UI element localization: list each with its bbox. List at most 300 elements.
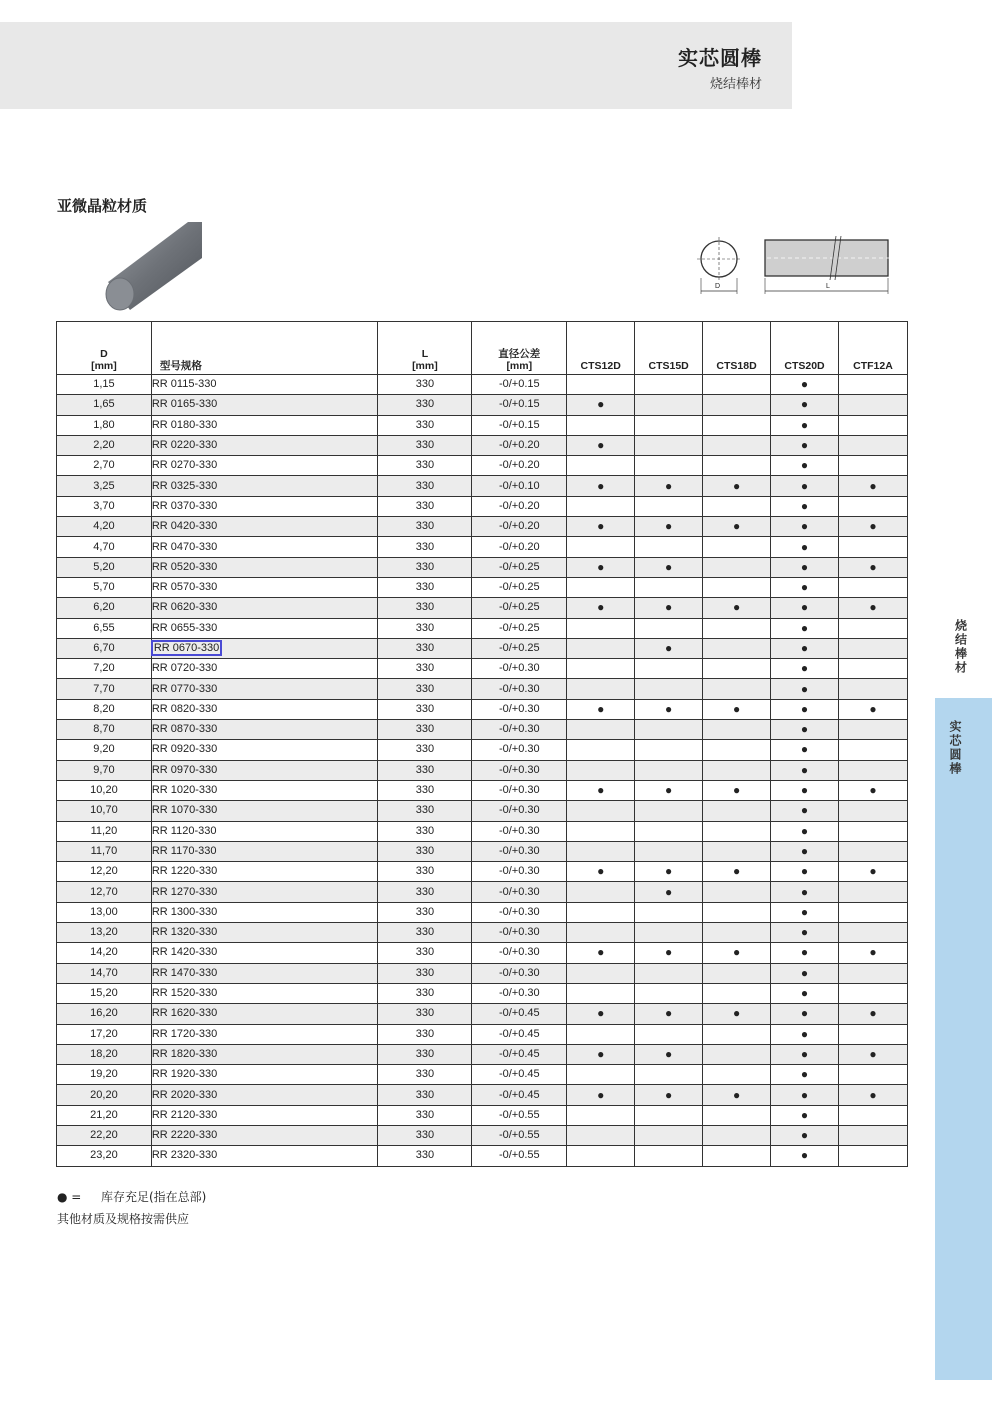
cell-stock-cts18d: [703, 577, 771, 597]
cell-diameter: 14,20: [57, 943, 152, 963]
cell-length: 330: [378, 517, 472, 537]
cell-length: 330: [378, 679, 472, 699]
cell-stock-cts18d: [703, 1085, 771, 1105]
rod-illustration: [100, 220, 210, 315]
cell-model: RR 0655-330: [151, 618, 378, 638]
cell-stock-ctf12a: [838, 862, 907, 882]
cell-tolerance: -0/+0.30: [472, 943, 567, 963]
cell-stock-cts12d: [567, 659, 635, 679]
cell-tolerance: -0/+0.30: [472, 902, 567, 922]
header-grade-ctf12a: CTF12A: [838, 322, 907, 375]
cell-stock-cts18d: [703, 882, 771, 902]
cell-stock-cts20d: [771, 1065, 839, 1085]
stock-dot: ●: [597, 864, 605, 879]
cell-diameter: 1,80: [57, 415, 152, 435]
cell-stock-cts20d: [771, 679, 839, 699]
cell-stock-cts20d: [771, 1105, 839, 1125]
cell-model: RR 1070-330: [151, 801, 378, 821]
cell-model: RR 1020-330: [151, 780, 378, 800]
cell-length: 330: [378, 415, 472, 435]
stock-dot: ●: [869, 783, 877, 798]
cell-tolerance: -0/+0.30: [472, 679, 567, 699]
stock-dot: ●: [800, 1087, 809, 1102]
cell-stock-cts18d: [703, 618, 771, 638]
legend: [57, 1188, 206, 1205]
cell-stock-cts15d: [635, 456, 703, 476]
cell-stock-cts20d: [771, 395, 839, 415]
cell-stock-ctf12a: [838, 638, 907, 658]
stock-dot: ●: [800, 1067, 809, 1082]
cell-stock-cts15d: [635, 598, 703, 618]
stock-dot: ●: [800, 397, 809, 412]
cell-model: RR 2120-330: [151, 1105, 378, 1125]
cell-model: RR 0520-330: [151, 557, 378, 577]
cell-model: RR 0420-330: [151, 517, 378, 537]
cell-model: RR 0570-330: [151, 577, 378, 597]
dimension-d-label: D: [715, 283, 721, 290]
cell-length: 330: [378, 1125, 472, 1145]
cell-model: RR 0220-330: [151, 435, 378, 455]
stock-dot: ●: [800, 458, 809, 473]
cell-tolerance: -0/+0.30: [472, 760, 567, 780]
stock-dot: ●: [800, 641, 809, 655]
cell-tolerance: -0/+0.30: [472, 882, 567, 902]
stock-dot: ●: [800, 438, 809, 453]
cell-length: 330: [378, 740, 472, 760]
cell-length: 330: [378, 375, 472, 395]
stock-dot: ●: [597, 600, 605, 615]
cell-stock-cts15d: [635, 638, 703, 658]
cell-diameter: 5,20: [57, 557, 152, 577]
stock-dot: ●: [732, 701, 741, 716]
footnote: 其他材质及规格按需供应: [57, 1212, 190, 1226]
stock-dot: ●: [597, 783, 605, 798]
stock-dot: ●: [800, 559, 809, 574]
cell-diameter: 18,20: [57, 1044, 152, 1064]
cell-model: RR 1520-330: [151, 983, 378, 1003]
cell-stock-cts18d: [703, 415, 771, 435]
cell-stock-cts12d: [567, 882, 635, 902]
side-label-sintered-rods[interactable]: 烧结棒材: [953, 619, 968, 675]
cell-stock-ctf12a: [838, 1146, 907, 1166]
cell-stock-cts20d: [771, 740, 839, 760]
cell-model: RR 0165-330: [151, 395, 378, 415]
cell-stock-ctf12a: [838, 740, 907, 760]
cell-stock-cts15d: [635, 902, 703, 922]
cell-stock-cts18d: [703, 1146, 771, 1166]
table-row: [57, 517, 908, 537]
cell-stock-cts12d: [567, 1125, 635, 1145]
table-row: [57, 1004, 908, 1024]
page-subtitle: 烧结棒材: [709, 77, 762, 92]
cell-stock-ctf12a: [838, 1085, 907, 1105]
cell-model: RR 1920-330: [151, 1065, 378, 1085]
cell-diameter: 20,20: [57, 1085, 152, 1105]
cell-tolerance: -0/+0.20: [472, 537, 567, 557]
cell-diameter: 4,20: [57, 517, 152, 537]
cell-diameter: 22,20: [57, 1125, 152, 1145]
cell-stock-cts18d: [703, 638, 771, 658]
cell-stock-cts18d: [703, 983, 771, 1003]
cell-length: 330: [378, 821, 472, 841]
dimension-l-label: L: [826, 283, 830, 290]
table-row: [57, 456, 908, 476]
table-row: [57, 476, 908, 496]
cell-stock-cts15d: [635, 740, 703, 760]
cell-length: 330: [378, 760, 472, 780]
table-row: [57, 902, 908, 922]
cell-stock-cts18d: [703, 435, 771, 455]
cell-length: 330: [378, 1044, 472, 1064]
cell-stock-cts20d: [771, 882, 839, 902]
cell-stock-cts18d: [703, 537, 771, 557]
cell-stock-cts18d: [703, 679, 771, 699]
cell-diameter: 2,70: [57, 456, 152, 476]
cell-stock-cts20d: [771, 618, 839, 638]
cell-stock-cts15d: [635, 780, 703, 800]
stock-dot: ●: [800, 701, 809, 716]
cell-tolerance: -0/+0.20: [472, 517, 567, 537]
header-d: D [mm]: [57, 322, 152, 375]
stock-dot: ●: [800, 823, 809, 838]
table-row: [57, 395, 908, 415]
stock-dot: ●: [732, 1087, 741, 1102]
cell-stock-cts20d: [771, 557, 839, 577]
table-row: [57, 598, 908, 618]
stock-dot: ●: [665, 864, 673, 879]
cell-stock-cts20d: [771, 476, 839, 496]
cell-stock-cts15d: [635, 923, 703, 943]
stock-dot: ●: [665, 945, 673, 960]
cell-diameter: 9,70: [57, 760, 152, 780]
cell-diameter: 15,20: [57, 983, 152, 1003]
cell-stock-cts12d: [567, 638, 635, 658]
cell-length: 330: [378, 963, 472, 983]
cell-length: 330: [378, 902, 472, 922]
cell-model: RR 0115-330: [151, 375, 378, 395]
cell-model: RR 2320-330: [151, 1146, 378, 1166]
cell-stock-cts12d: [567, 1105, 635, 1125]
table-row: [57, 821, 908, 841]
stock-dot: ●: [800, 661, 809, 676]
header-grade-cts15d: CTS15D: [635, 322, 703, 375]
cell-model: RR 0720-330: [151, 659, 378, 679]
cell-model: RR 0325-330: [151, 476, 378, 496]
cell-tolerance: -0/+0.25: [472, 557, 567, 577]
cell-stock-ctf12a: [838, 841, 907, 861]
stock-dot: ●: [869, 478, 877, 493]
cell-stock-ctf12a: [838, 1105, 907, 1125]
cell-model: RR 1300-330: [151, 902, 378, 922]
stock-dot: ●: [732, 864, 741, 879]
cell-tolerance: -0/+0.30: [472, 841, 567, 861]
cell-stock-cts12d: [567, 1024, 635, 1044]
stock-dot: ●: [665, 1087, 673, 1102]
cell-model: RR 0920-330: [151, 740, 378, 760]
table-row: [57, 1024, 908, 1044]
selected-model-highlight[interactable]: RR 0670-330: [153, 642, 220, 654]
cell-length: 330: [378, 659, 472, 679]
cell-stock-cts12d: [567, 1044, 635, 1064]
stock-dot: ●: [732, 945, 741, 960]
cell-tolerance: -0/+0.45: [472, 1044, 567, 1064]
stock-dot: ●: [800, 722, 809, 737]
cell-model: RR 1820-330: [151, 1044, 378, 1064]
header-grade-cts20d: CTS20D: [771, 322, 839, 375]
cell-stock-cts18d: [703, 841, 771, 861]
cell-length: 330: [378, 496, 472, 516]
cell-tolerance: -0/+0.30: [472, 659, 567, 679]
stock-dot: ●: [800, 1107, 809, 1122]
cell-tolerance: -0/+0.25: [472, 618, 567, 638]
cell-model: RR 1720-330: [151, 1024, 378, 1044]
cell-stock-ctf12a: [838, 1044, 907, 1064]
stock-dot: ●: [800, 417, 809, 432]
header-tolerance: 直径公差 [mm]: [472, 322, 567, 375]
cell-tolerance: -0/+0.55: [472, 1125, 567, 1145]
cell-tolerance: -0/+0.15: [472, 375, 567, 395]
cell-stock-cts12d: [567, 456, 635, 476]
cell-model: RR 0180-330: [151, 415, 378, 435]
stock-dot: ●: [800, 580, 809, 595]
table-row: [57, 537, 908, 557]
cell-length: 330: [378, 801, 472, 821]
cell-stock-cts15d: [635, 375, 703, 395]
table-row: [57, 760, 908, 780]
cell-diameter: 4,70: [57, 537, 152, 557]
cell-stock-ctf12a: [838, 456, 907, 476]
legend-text: 库存充足(指在总部): [101, 1190, 207, 1204]
stock-dot: ●: [597, 945, 605, 960]
cell-length: 330: [378, 476, 472, 496]
stock-dot: ●: [800, 600, 809, 615]
cell-diameter: 10,20: [57, 780, 152, 800]
stock-dot: ●: [800, 620, 809, 635]
cell-stock-cts15d: [635, 983, 703, 1003]
cell-model: RR 1220-330: [151, 862, 378, 882]
cell-tolerance: -0/+0.10: [472, 476, 567, 496]
stock-dot: ●: [800, 965, 809, 980]
table-row: [57, 557, 908, 577]
cell-length: 330: [378, 923, 472, 943]
cell-model: RR 1470-330: [151, 963, 378, 983]
cell-stock-cts12d: [567, 1065, 635, 1085]
table-row: [57, 435, 908, 455]
cell-stock-ctf12a: [838, 415, 907, 435]
cell-stock-ctf12a: [838, 598, 907, 618]
cell-stock-cts18d: [703, 1044, 771, 1064]
cell-length: 330: [378, 638, 472, 658]
cell-stock-cts15d: [635, 659, 703, 679]
cell-diameter: 9,20: [57, 740, 152, 760]
stock-dot: ●: [732, 478, 741, 493]
cell-stock-cts15d: [635, 801, 703, 821]
cell-stock-cts18d: [703, 760, 771, 780]
cell-stock-ctf12a: [838, 435, 907, 455]
cell-stock-cts20d: [771, 456, 839, 476]
cell-diameter: 7,70: [57, 679, 152, 699]
cell-tolerance: -0/+0.45: [472, 1085, 567, 1105]
cell-length: 330: [378, 1146, 472, 1166]
cell-stock-cts20d: [771, 821, 839, 841]
cell-stock-cts18d: [703, 557, 771, 577]
cell-diameter: 8,70: [57, 720, 152, 740]
cell-stock-cts15d: [635, 1125, 703, 1145]
cell-stock-cts18d: [703, 517, 771, 537]
cell-tolerance: -0/+0.15: [472, 415, 567, 435]
header-model: 型号规格: [151, 322, 378, 375]
cell-stock-cts12d: [567, 415, 635, 435]
cell-stock-cts12d: [567, 923, 635, 943]
cell-stock-ctf12a: [838, 679, 907, 699]
stock-dot: ●: [800, 1128, 809, 1143]
cell-length: 330: [378, 1004, 472, 1024]
table-row: [57, 740, 908, 760]
stock-dot: ●: [597, 1087, 605, 1102]
cell-stock-cts12d: [567, 537, 635, 557]
cell-length: 330: [378, 618, 472, 638]
section-title: 亚微晶粒材质: [57, 197, 148, 215]
cell-length: 330: [378, 882, 472, 902]
cell-stock-cts15d: [635, 1065, 703, 1085]
stock-dot: ●: [597, 397, 605, 412]
cell-model: RR 0770-330: [151, 679, 378, 699]
cell-stock-cts20d: [771, 801, 839, 821]
cell-stock-cts12d: [567, 983, 635, 1003]
table-row: [57, 923, 908, 943]
cell-tolerance: -0/+0.30: [472, 821, 567, 841]
cell-stock-cts15d: [635, 1044, 703, 1064]
cell-stock-cts20d: [771, 943, 839, 963]
table-row: [57, 415, 908, 435]
cell-stock-cts12d: [567, 841, 635, 861]
cell-stock-cts20d: [771, 638, 839, 658]
stock-dot: ●: [869, 519, 877, 534]
cell-length: 330: [378, 435, 472, 455]
cell-stock-cts15d: [635, 841, 703, 861]
cell-stock-cts12d: [567, 476, 635, 496]
cell-tolerance: -0/+0.55: [472, 1105, 567, 1125]
cell-tolerance: -0/+0.30: [472, 862, 567, 882]
cell-stock-cts12d: [567, 496, 635, 516]
cell-stock-cts18d: [703, 659, 771, 679]
table-row: [57, 862, 908, 882]
stock-dot: ●: [869, 1046, 877, 1061]
cell-stock-ctf12a: [838, 1004, 907, 1024]
cell-stock-cts18d: [703, 963, 771, 983]
cell-stock-cts15d: [635, 699, 703, 719]
table-row: [57, 780, 908, 800]
side-tab-solid-rods[interactable]: [935, 698, 992, 1380]
cell-stock-cts20d: [771, 1125, 839, 1145]
cell-model: RR 1320-330: [151, 923, 378, 943]
stock-dot: ●: [800, 783, 809, 798]
cell-tolerance: -0/+0.20: [472, 435, 567, 455]
cell-stock-cts20d: [771, 537, 839, 557]
stock-dot: ●: [800, 884, 809, 899]
stock-dot: ●: [732, 783, 741, 798]
cell-diameter: 6,70: [57, 638, 152, 658]
table-header-row: [57, 322, 908, 375]
cell-model: RR 1120-330: [151, 821, 378, 841]
cell-stock-cts15d: [635, 1024, 703, 1044]
cell-stock-cts12d: [567, 720, 635, 740]
cell-stock-cts18d: [703, 780, 771, 800]
cell-tolerance: -0/+0.30: [472, 963, 567, 983]
cell-tolerance: -0/+0.30: [472, 983, 567, 1003]
cell-stock-cts18d: [703, 720, 771, 740]
stock-dot: ●: [800, 377, 809, 392]
cell-diameter: 13,20: [57, 923, 152, 943]
cell-model: RR 0620-330: [151, 598, 378, 618]
cell-diameter: 2,20: [57, 435, 152, 455]
cell-stock-cts15d: [635, 537, 703, 557]
table-row: [57, 963, 908, 983]
cell-stock-cts15d: [635, 395, 703, 415]
header-grade-cts12d: CTS12D: [567, 322, 635, 375]
cell-diameter: 12,70: [57, 882, 152, 902]
header-l: L [mm]: [378, 322, 472, 375]
stock-dot: ●: [800, 864, 809, 879]
cell-diameter: 21,20: [57, 1105, 152, 1125]
stock-dot: ●: [665, 641, 673, 655]
cell-stock-cts15d: [635, 720, 703, 740]
cell-stock-ctf12a: [838, 923, 907, 943]
table-row: [57, 1125, 908, 1145]
cell-stock-cts20d: [771, 1044, 839, 1064]
cell-stock-cts20d: [771, 496, 839, 516]
cell-model: [151, 638, 378, 658]
cell-stock-cts12d: [567, 1085, 635, 1105]
cell-stock-ctf12a: [838, 801, 907, 821]
cell-diameter: 3,70: [57, 496, 152, 516]
stock-dot: ●: [597, 701, 605, 716]
cell-diameter: 17,20: [57, 1024, 152, 1044]
cell-stock-ctf12a: [838, 983, 907, 1003]
table-row: [57, 943, 908, 963]
cell-length: 330: [378, 1085, 472, 1105]
cell-length: 330: [378, 699, 472, 719]
cell-stock-cts20d: [771, 1004, 839, 1024]
cell-stock-cts15d: [635, 963, 703, 983]
cell-stock-cts15d: [635, 1105, 703, 1125]
cell-stock-cts15d: [635, 557, 703, 577]
cell-stock-ctf12a: [838, 963, 907, 983]
cell-stock-cts12d: [567, 963, 635, 983]
cell-stock-cts12d: [567, 1004, 635, 1024]
table-row: [57, 1146, 908, 1166]
stock-dot: ●: [800, 742, 809, 757]
cell-length: 330: [378, 395, 472, 415]
cell-stock-cts18d: [703, 902, 771, 922]
cell-stock-cts18d: [703, 1105, 771, 1125]
cell-stock-cts12d: [567, 943, 635, 963]
cell-stock-ctf12a: [838, 659, 907, 679]
cell-stock-cts12d: [567, 679, 635, 699]
stock-dot: ●: [665, 884, 673, 899]
cell-stock-cts12d: [567, 801, 635, 821]
cell-stock-cts20d: [771, 841, 839, 861]
stock-dot: ●: [665, 559, 673, 574]
cell-stock-cts12d: [567, 862, 635, 882]
cell-model: RR 0870-330: [151, 720, 378, 740]
table-row: [57, 1085, 908, 1105]
cell-length: 330: [378, 557, 472, 577]
table-row: [57, 1065, 908, 1085]
cell-diameter: 11,20: [57, 821, 152, 841]
cell-diameter: 11,70: [57, 841, 152, 861]
cell-diameter: 1,15: [57, 375, 152, 395]
